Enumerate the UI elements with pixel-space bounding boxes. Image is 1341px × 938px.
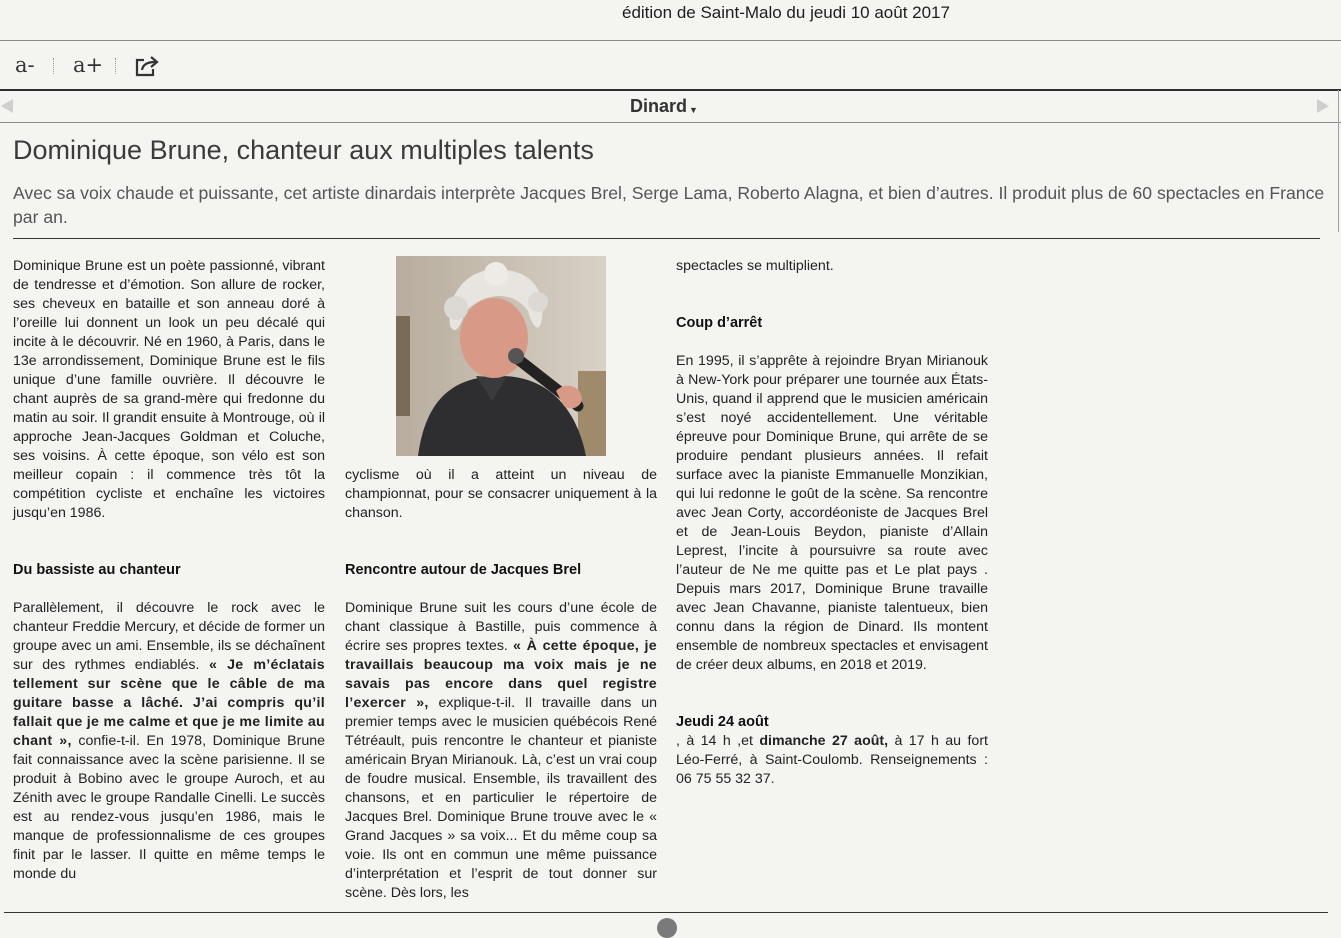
subheading: Du bassiste au chanteur [13,562,181,578]
paragraph [345,599,657,903]
paragraph: Dominique Brune est un poète passionné, vibrant de tendresse et d’émotion. Son allure de rocker, ses cheveux en bataille et son anneau doré à l’oreille lui donnent un look un peu décalé qui incite à le découvrir. Né en 1960, à Paris, dans le 13e arrondissement, Dominique Brune est le fils unique d’une famille ouvrière. Il découvre le chant auprès de sa grand-mère qui fredonne du matin au soir. Il grandit ensuite à Montrouge, où il approche Jean-Jacques Goldman et Coluche, ses voisins. À cette époque, son vélo est son meilleur copain : il commence très tôt la compétition cycliste et enchaîne les victoires jusqu’en 1986. [13,258,325,521]
text-span: à 17 h au fort Léo-Ferré, à Saint-Coulomb. Renseignements : 06 75 55 32 37. [676,733,988,787]
quote: « À cette époque, je travaillais beaucoup ma voix mais je ne savais pas encore dans quel registre l’exercer », [345,638,657,711]
chevron-down-icon: ▼ [689,105,698,115]
article-column-2 [345,466,657,903]
text-span: explique-t-il. Il travaille dans un premier temps avec le musicien québécois René Tétréault, puis rencontre le chanteur et pianiste américain Bryan Mirianouk. Là, c’est un vrai coup de foudre musical. Ensemble, ils travaillent des chansons, et en particulier le répertoire de Jacques Brel. Dominique Brune trouve avec le « Grand Jacques » sa voix... Et du même coup sa voie. Ils ont en commun une même puissance d’interprétation et l’esprit de tout donner sur scène. Dès lors, les [345,695,657,901]
article-photo [396,256,606,456]
text-span: Parallèlement, il découvre le rock avec le chanteur Freddie Mercury, et décide de former un groupe avec un ami. Ensemble, ils se déchaînent sur des rythmes endiablés. [13,600,325,673]
article-title: Dominique Brune, chanteur aux multiples talents [13,135,594,165]
font-increase-button[interactable]: a+ [73,53,104,77]
toolbar-divider [115,58,116,74]
paragraph [13,599,325,884]
divider [13,238,1320,239]
edition-title: édition de Saint-Malo du jeudi 10 août 2017 [622,3,950,22]
triangle-left-icon[interactable] [1,99,13,113]
edition-header [0,0,1341,41]
paragraph: spectacles se multiplient. [676,258,834,274]
section-nav [0,91,1341,123]
article-lead: Avec sa voix chaude et puissante, cet artiste dinardais interprète Jacques Brel, Serge Lama, Roberto Alagna, et bien d’autres. Il produit plus de 60 spectacles en France par an. [13,183,1325,227]
text-span: Dominique Brune suit les cours d’une école de chant classique à Bastille, puis commence à écrire ses propres textes. [345,600,657,654]
text-span: , à 14 h ,et [676,733,760,749]
article-column-3 [676,257,988,789]
page-indicator[interactable] [657,918,677,938]
event-details [676,732,988,789]
toolbar [0,41,1341,91]
toolbar-divider [53,58,54,74]
section-selector[interactable] [630,96,698,117]
event-date-bold: dimanche 27 août, [759,733,889,749]
text-span: confie-t-il. En 1978, Dominique Brune fait connaissance avec la scène parisienne. Il se produit à Bobino avec le groupe Auroch, et au Zénith avec le groupe Randalle Cinelli. Le succès est au rendez-vous jusqu’en 1986, mais le manque de professionnalisme de ces groupes finit par le lasser. Il quitte en même temps le monde du [13,733,325,882]
section-label: Dinard [630,96,688,116]
paragraph: En 1995, il s’apprête à rejoindre Bryan Mirianouk à New-York pour préparer une tournée aux États-Unis, quand il apprend que le musicien américain s’est noyé accidentellement. Une véritable épreuve pour Dominique Brune, qui arrête de se produire pendant plusieurs années. Il refait surface avec la pianiste Emmanuelle Monzikian, qui lui redonne le goût de la scène. Sa rencontre avec Jean Corty, accordéoniste de Jacques Brel et de Jean-Louis Beydon, pianiste d’Allain Leprest, l’incite à poursuivre sa route avec l’auteur de Ne me quitte pas et Le plat pays . Depuis mars 2017, Dominique Brune travaille avec Jean Chavanne, pianiste talentueux, bien connu dans la région de Dinard. Ils montent ensemble de nombreux spectacles et envisagent de créer deux albums, en 2018 et 2019. [676,353,988,673]
event-date: Jeudi 24 août [676,714,769,730]
divider [4,912,1328,913]
subheading: Coup d’arrêt [676,315,763,331]
triangle-right-icon[interactable] [1317,99,1329,113]
share-icon[interactable] [134,54,160,78]
article-column-1 [13,257,325,884]
subheading: Rencontre autour de Jacques Brel [345,562,582,578]
font-decrease-button[interactable]: a- [15,53,35,77]
paragraph: cyclisme où il a atteint un niveau de championnat, pour se consacrer uniquement à la chanson. [345,467,657,521]
scrollbar[interactable] [1338,90,1339,232]
quote: « Je m’éclatais tellement sur scène que le câble de ma guitare basse a lâché. J’ai compris qu’il fallait que je me calme et que je me limite au chant », [13,657,325,749]
